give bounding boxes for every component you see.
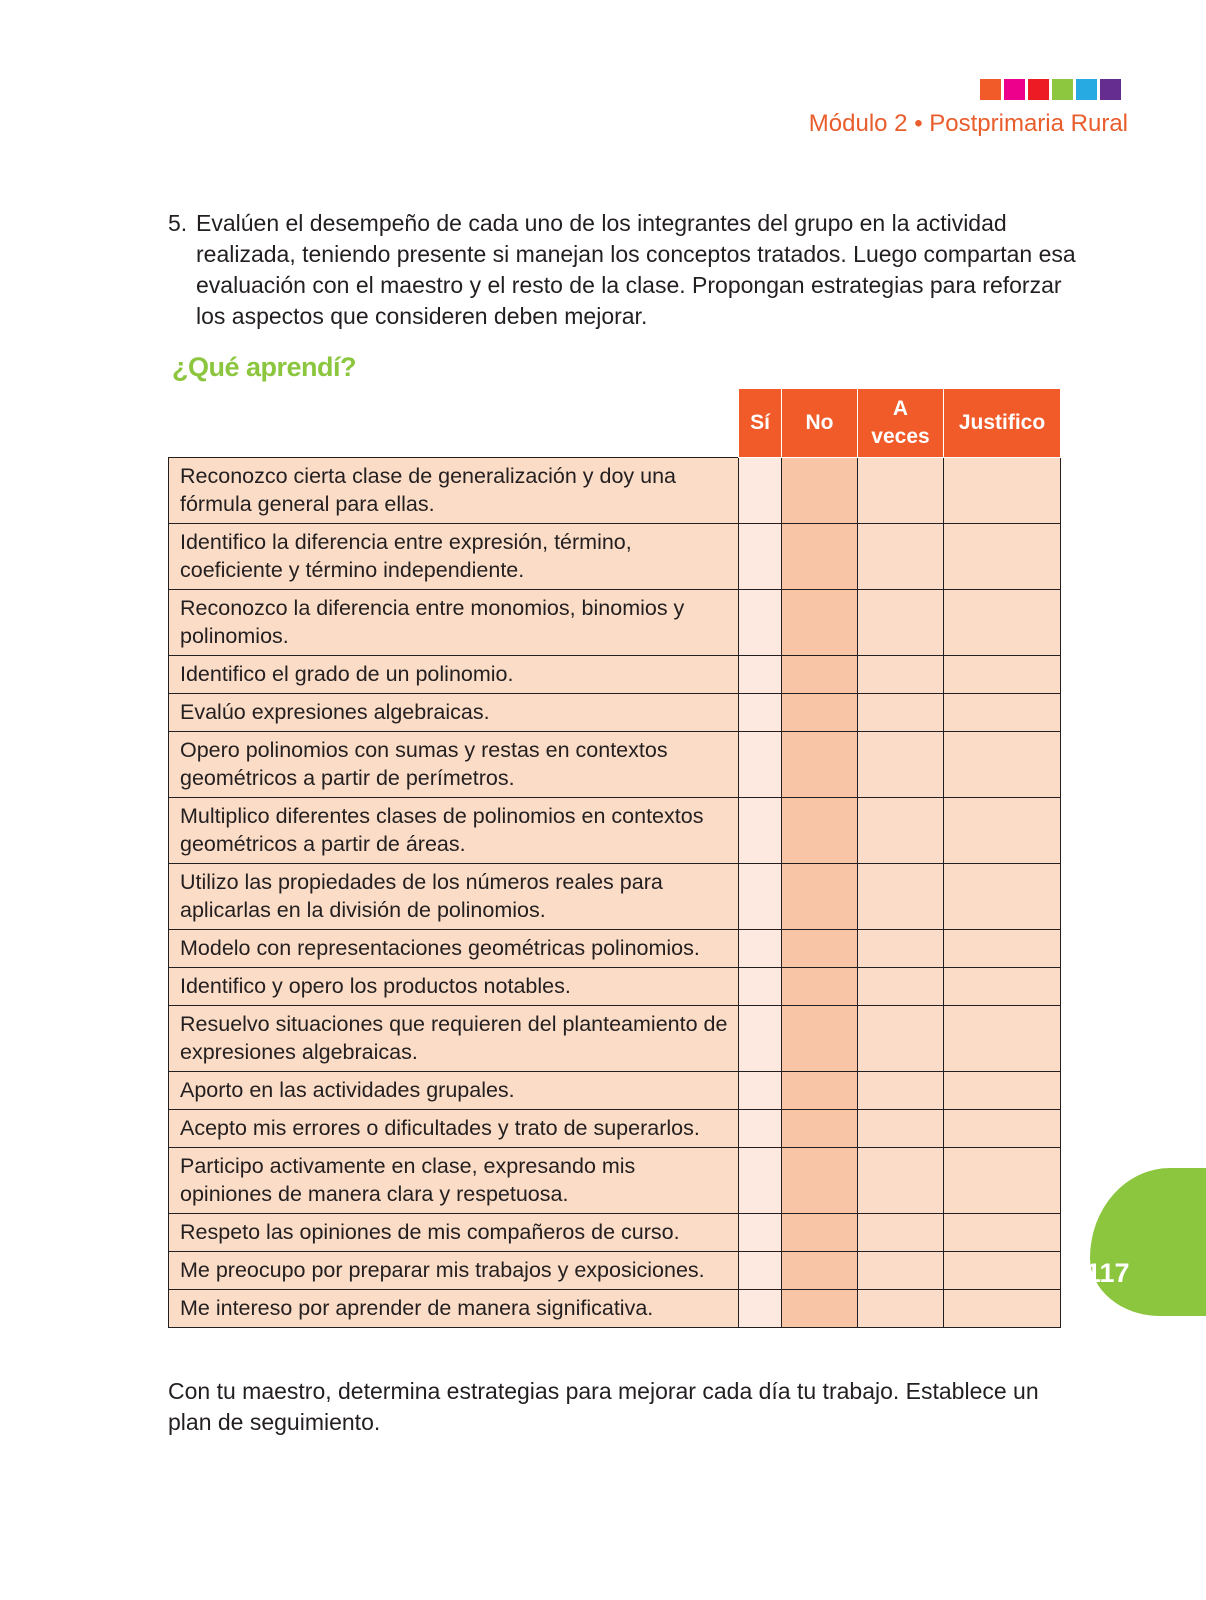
column-header-justifico: Justifico	[944, 389, 1061, 458]
criterion-cell: Multiplico diferentes clases de polinomios en contextos geométricos a partir de áreas.	[169, 798, 739, 864]
table-row	[169, 1072, 1061, 1110]
answer-cell-no[interactable]	[782, 458, 858, 524]
section-heading: ¿Qué aprendí?	[172, 352, 357, 382]
answer-cell-si[interactable]	[739, 1072, 782, 1110]
answer-cell-no[interactable]	[782, 1072, 858, 1110]
answer-cell-si[interactable]	[739, 798, 782, 864]
table-row	[169, 524, 1061, 590]
criterion-cell: Resuelvo situaciones que requieren del planteamiento de expresiones algebraicas.	[169, 1006, 739, 1072]
answer-cell-a-veces[interactable]	[858, 1110, 944, 1148]
answer-cell-justifico[interactable]	[944, 590, 1061, 656]
answer-cell-a-veces[interactable]	[858, 732, 944, 798]
criterion-cell: Opero polinomios con sumas y restas en contextos geométricos a partir de perímetros.	[169, 732, 739, 798]
criterion-cell: Me preocupo por preparar mis trabajos y exposiciones.	[169, 1252, 739, 1290]
footer-text: Con tu maestro, determina estrategias para mejorar cada día tu trabajo. Establece un plan de seguimiento.	[168, 1378, 1039, 1435]
answer-cell-a-veces[interactable]	[858, 458, 944, 524]
answer-cell-si[interactable]	[739, 1006, 782, 1072]
criterion-cell: Evalúo expresiones algebraicas.	[169, 694, 739, 732]
table-row	[169, 458, 1061, 524]
table-row	[169, 1148, 1061, 1214]
swatch-purple	[1100, 79, 1121, 100]
criterion-cell: Participo activamente en clase, expresando mis opiniones de manera clara y respetuosa.	[169, 1148, 739, 1214]
criterion-cell: Acepto mis errores o dificultades y trato de superarlos.	[169, 1110, 739, 1148]
answer-cell-justifico[interactable]	[944, 968, 1061, 1006]
criterion-cell: Me intereso por aprender de manera significativa.	[169, 1290, 739, 1328]
answer-cell-justifico[interactable]	[944, 1148, 1061, 1214]
instruction-number: 5.	[168, 210, 188, 236]
answer-cell-justifico[interactable]	[944, 1006, 1061, 1072]
header-blank-cell	[169, 389, 739, 458]
page-number: 117	[1086, 1258, 1130, 1288]
answer-cell-a-veces[interactable]	[858, 968, 944, 1006]
column-header-si: Sí	[739, 389, 782, 458]
criterion-cell: Modelo con representaciones geométricas polinomios.	[169, 930, 739, 968]
answer-cell-si[interactable]	[739, 1252, 782, 1290]
table-row	[169, 656, 1061, 694]
swatch-magenta	[1004, 79, 1025, 100]
answer-cell-si[interactable]	[739, 694, 782, 732]
answer-cell-justifico[interactable]	[944, 458, 1061, 524]
table-row	[169, 732, 1061, 798]
answer-cell-no[interactable]	[782, 1252, 858, 1290]
answer-cell-a-veces[interactable]	[858, 930, 944, 968]
answer-cell-si[interactable]	[739, 864, 782, 930]
table-row	[169, 1290, 1061, 1328]
criterion-cell: Identifico la diferencia entre expresión, término, coeficiente y término independiente.	[169, 524, 739, 590]
answer-cell-si[interactable]	[739, 1148, 782, 1214]
criterion-cell: Utilizo las propiedades de los números reales para aplicarlas en la división de polinomios.	[169, 864, 739, 930]
swatch-green	[1052, 79, 1073, 100]
swatch-orange	[980, 79, 1001, 100]
answer-cell-justifico[interactable]	[944, 798, 1061, 864]
answer-cell-a-veces[interactable]	[858, 1148, 944, 1214]
answer-cell-justifico[interactable]	[944, 864, 1061, 930]
table-header-row	[169, 389, 1061, 458]
answer-cell-no[interactable]	[782, 732, 858, 798]
answer-cell-no[interactable]	[782, 1214, 858, 1252]
answer-cell-justifico[interactable]	[944, 732, 1061, 798]
answer-cell-si[interactable]	[739, 968, 782, 1006]
answer-cell-no[interactable]	[782, 1148, 858, 1214]
answer-cell-a-veces[interactable]	[858, 798, 944, 864]
answer-cell-no[interactable]	[782, 656, 858, 694]
answer-cell-justifico[interactable]	[944, 524, 1061, 590]
table-row	[169, 1110, 1061, 1148]
column-header-a-veces	[858, 389, 944, 458]
answer-cell-a-veces[interactable]	[858, 1006, 944, 1072]
answer-cell-no[interactable]	[782, 1110, 858, 1148]
answer-cell-justifico[interactable]	[944, 694, 1061, 732]
criterion-cell: Aporto en las actividades grupales.	[169, 1072, 739, 1110]
criterion-cell: Respeto las opiniones de mis compañeros de curso.	[169, 1214, 739, 1252]
answer-cell-a-veces[interactable]	[858, 1290, 944, 1328]
table-body	[169, 458, 1061, 1328]
answer-cell-justifico[interactable]	[944, 656, 1061, 694]
answer-cell-a-veces[interactable]	[858, 1252, 944, 1290]
criterion-cell: Reconozco cierta clase de generalización y doy una fórmula general para ellas.	[169, 458, 739, 524]
swatch-cyan	[1076, 79, 1097, 100]
criterion-cell: Identifico el grado de un polinomio.	[169, 656, 739, 694]
table-row	[169, 798, 1061, 864]
answer-cell-si[interactable]	[739, 1214, 782, 1252]
table-row	[169, 968, 1061, 1006]
criterion-cell: Reconozco la diferencia entre monomios, binomios y polinomios.	[169, 590, 739, 656]
answer-cell-si[interactable]	[739, 656, 782, 694]
self-assessment-table	[168, 388, 1061, 1328]
color-swatches	[980, 79, 1121, 100]
module-header: Módulo 2 • Postprimaria Rural	[808, 110, 1128, 137]
answer-cell-no[interactable]	[782, 968, 858, 1006]
answer-cell-no[interactable]	[782, 590, 858, 656]
instruction-text: Evalúen el desempeño de cada uno de los integrantes del grupo en la actividad realizada, teniendo presente si manejan los conceptos tratados. Luego compartan esa evaluación con el maestro y el resto de la clase. Propongan estrategias para reforzar los aspectos que consideren deben mejorar.	[196, 210, 1076, 329]
answer-cell-justifico[interactable]	[944, 1252, 1061, 1290]
swatch-red	[1028, 79, 1049, 100]
table-row	[169, 1252, 1061, 1290]
answer-cell-justifico[interactable]	[944, 930, 1061, 968]
answer-cell-no[interactable]	[782, 1006, 858, 1072]
column-header-a-veces-label: A veces	[871, 397, 930, 448]
answer-cell-si[interactable]	[739, 524, 782, 590]
table-row	[169, 590, 1061, 656]
answer-cell-si[interactable]	[739, 732, 782, 798]
table-row	[169, 1214, 1061, 1252]
page-number-badge	[1090, 1168, 1206, 1316]
answer-cell-a-veces[interactable]	[858, 1214, 944, 1252]
answer-cell-si[interactable]	[739, 930, 782, 968]
answer-cell-justifico[interactable]	[944, 1110, 1061, 1148]
answer-cell-a-veces[interactable]	[858, 590, 944, 656]
answer-cell-justifico[interactable]	[944, 1214, 1061, 1252]
answer-cell-a-veces[interactable]	[858, 864, 944, 930]
answer-cell-justifico[interactable]	[944, 1290, 1061, 1328]
answer-cell-a-veces[interactable]	[858, 656, 944, 694]
answer-cell-justifico[interactable]	[944, 1072, 1061, 1110]
answer-cell-no[interactable]	[782, 930, 858, 968]
answer-cell-no[interactable]	[782, 798, 858, 864]
answer-cell-no[interactable]	[782, 1290, 858, 1328]
table-row	[169, 694, 1061, 732]
answer-cell-a-veces[interactable]	[858, 1072, 944, 1110]
criterion-cell: Identifico y opero los productos notables.	[169, 968, 739, 1006]
answer-cell-si[interactable]	[739, 1290, 782, 1328]
answer-cell-a-veces[interactable]	[858, 524, 944, 590]
answer-cell-si[interactable]	[739, 1110, 782, 1148]
answer-cell-no[interactable]	[782, 864, 858, 930]
answer-cell-no[interactable]	[782, 524, 858, 590]
answer-cell-si[interactable]	[739, 590, 782, 656]
instruction	[168, 208, 1086, 332]
answer-cell-si[interactable]	[739, 458, 782, 524]
table-row	[169, 1006, 1061, 1072]
column-header-no: No	[782, 389, 858, 458]
table-row	[169, 930, 1061, 968]
answer-cell-no[interactable]	[782, 694, 858, 732]
table-row	[169, 864, 1061, 930]
answer-cell-a-veces[interactable]	[858, 694, 944, 732]
